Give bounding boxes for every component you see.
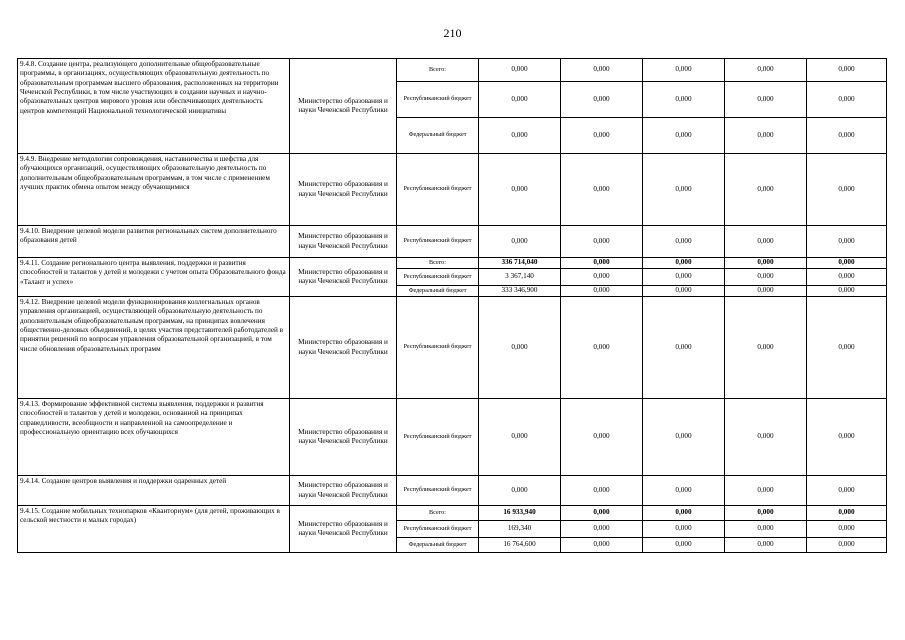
event-name-cell: 9.4.8. Создание центра, реализующего дополнительные общеобразовательные программы, в организациях, осуществляющих образовательную деятельность по образовательным программам высшего образования, расположенных на территории Чеченской Республики, в том числе участвующих в создании научных и научно-образовательных центров мирового уровня или обеспечивающих деятельность центров компетенций Национальной технологической инициативы	[18, 59, 290, 154]
amount-cell: 0,000	[643, 154, 725, 226]
budget-table	[17, 58, 887, 553]
amount-cell: 0,000	[807, 269, 887, 286]
amount-cell: 0,000	[479, 59, 561, 82]
table-row	[18, 297, 887, 399]
amount-cell: 16 933,940	[479, 506, 561, 521]
amount-cell: 16 764,600	[479, 538, 561, 553]
amount-cell: 0,000	[807, 476, 887, 506]
amount-cell: 0,000	[643, 506, 725, 521]
amount-cell: 0,000	[643, 399, 725, 476]
amount-cell: 0,000	[561, 59, 643, 82]
event-name-cell: 9.4.12. Внедрение целевой модели функционирования коллегиальных органов управления организацией, осуществляющей образовательную деятельность по дополнительным общеобразовательным программам, на принципах вовлечения общественно-деловых объединений, в целях участия представителей работодателей в принятии решений по вопросам управления образовательной организацией, в том числе обновления образовательных программ	[18, 297, 290, 399]
amount-cell: 0,000	[807, 521, 887, 538]
amount-cell: 0,000	[725, 269, 807, 286]
executor-cell: Министерство образования и науки Чеченской Республики	[290, 59, 397, 154]
event-name-cell: 9.4.14. Создание центров выявления и поддержки одаренных детей	[18, 476, 290, 506]
amount-cell: 0,000	[561, 506, 643, 521]
amount-cell: 0,000	[479, 154, 561, 226]
amount-cell: 0,000	[561, 286, 643, 297]
amount-cell: 0,000	[643, 297, 725, 399]
amount-cell: 0,000	[479, 82, 561, 118]
funding-source-cell: Республиканский бюджет	[397, 82, 479, 118]
amount-cell: 0,000	[643, 538, 725, 553]
amount-cell: 333 346,900	[479, 286, 561, 297]
amount-cell: 0,000	[807, 82, 887, 118]
amount-cell: 0,000	[643, 521, 725, 538]
amount-cell: 0,000	[643, 82, 725, 118]
amount-cell: 0,000	[725, 538, 807, 553]
funding-source-cell: Федеральный бюджет	[397, 286, 479, 297]
amount-cell: 0,000	[479, 399, 561, 476]
amount-cell: 0,000	[725, 286, 807, 297]
amount-cell: 0,000	[561, 258, 643, 269]
funding-source-cell: Всего:	[397, 59, 479, 82]
table-row	[18, 476, 887, 506]
funding-source-cell: Всего:	[397, 506, 479, 521]
amount-cell: 0,000	[561, 476, 643, 506]
funding-source-cell: Федеральный бюджет	[397, 538, 479, 553]
table-row	[18, 258, 887, 269]
executor-cell: Министерство образования и науки Чеченской Республики	[290, 399, 397, 476]
amount-cell: 0,000	[479, 476, 561, 506]
funding-source-cell: Республиканский бюджет	[397, 269, 479, 286]
event-name-cell: 9.4.11. Создание регионального центра выявления, поддержки и развития способностей и талантов у детей и молодежи с учетом опыта Образовательного фонда «Талант и успех»	[18, 258, 290, 297]
amount-cell: 0,000	[643, 269, 725, 286]
amount-cell: 169,340	[479, 521, 561, 538]
amount-cell: 0,000	[807, 258, 887, 269]
amount-cell: 0,000	[807, 59, 887, 82]
amount-cell: 0,000	[561, 118, 643, 154]
amount-cell: 0,000	[643, 118, 725, 154]
amount-cell: 0,000	[643, 226, 725, 258]
funding-source-cell: Республиканский бюджет	[397, 226, 479, 258]
amount-cell: 0,000	[725, 521, 807, 538]
amount-cell: 3 367,140	[479, 269, 561, 286]
amount-cell: 0,000	[807, 506, 887, 521]
amount-cell: 0,000	[643, 59, 725, 82]
amount-cell: 0,000	[479, 297, 561, 399]
amount-cell: 0,000	[807, 538, 887, 553]
executor-cell: Министерство образования и науки Чеченской Республики	[290, 154, 397, 226]
amount-cell: 0,000	[725, 476, 807, 506]
amount-cell: 0,000	[725, 297, 807, 399]
amount-cell: 0,000	[725, 226, 807, 258]
amount-cell: 0,000	[725, 258, 807, 269]
event-name-cell: 9.4.9. Внедрение методологии сопровождения, наставничества и шефства для обучающихся организаций, осуществляющих образовательную деятельность по дополнительным общеобразовательным программам, в том числе с применением лучших практик обмена опытом между обучающимися	[18, 154, 290, 226]
amount-cell: 0,000	[561, 82, 643, 118]
amount-cell: 0,000	[725, 59, 807, 82]
funding-source-cell: Федеральный бюджет	[397, 118, 479, 154]
event-name-cell: 9.4.13. Формирование эффективной системы выявления, поддержки и развития способностей и талантов у детей и молодежи, основанной на принципах справедливости, всеобщности и направленной на самоопределение и профессиональную ориентацию всех обучающихся	[18, 399, 290, 476]
amount-cell: 0,000	[479, 118, 561, 154]
table-row	[18, 59, 887, 82]
executor-cell: Министерство образования и науки Чеченской Республики	[290, 226, 397, 258]
amount-cell: 0,000	[807, 297, 887, 399]
amount-cell: 0,000	[725, 154, 807, 226]
amount-cell: 0,000	[807, 154, 887, 226]
funding-source-cell: Республиканский бюджет	[397, 399, 479, 476]
amount-cell: 0,000	[561, 521, 643, 538]
amount-cell: 0,000	[725, 506, 807, 521]
amount-cell: 0,000	[725, 118, 807, 154]
amount-cell: 0,000	[561, 297, 643, 399]
event-name-cell: 9.4.10. Внедрение целевой модели развития региональных систем дополнительного образования детей	[18, 226, 290, 258]
amount-cell: 0,000	[561, 399, 643, 476]
amount-cell: 0,000	[807, 118, 887, 154]
executor-cell: Министерство образования и науки Чеченской Республики	[290, 476, 397, 506]
amount-cell: 0,000	[643, 258, 725, 269]
executor-cell: Министерство образования и науки Чеченской Республики	[290, 258, 397, 297]
table-row	[18, 154, 887, 226]
table-row	[18, 399, 887, 476]
amount-cell: 0,000	[561, 154, 643, 226]
page-number: 210	[443, 26, 462, 40]
executor-cell: Министерство образования и науки Чеченской Республики	[290, 506, 397, 553]
funding-source-cell: Республиканский бюджет	[397, 154, 479, 226]
executor-cell: Министерство образования и науки Чеченской Республики	[290, 297, 397, 399]
amount-cell: 0,000	[643, 286, 725, 297]
funding-source-cell: Республиканский бюджет	[397, 476, 479, 506]
amount-cell: 336 714,040	[479, 258, 561, 269]
amount-cell: 0,000	[807, 399, 887, 476]
amount-cell: 0,000	[561, 269, 643, 286]
amount-cell: 0,000	[725, 82, 807, 118]
event-name-cell: 9.4.15. Создание мобильных технопарков «Кванториум» (для детей, проживающих в сельской местности и малых городах)	[18, 506, 290, 553]
table-row	[18, 506, 887, 521]
table-row	[18, 226, 887, 258]
funding-source-cell: Республиканский бюджет	[397, 521, 479, 538]
amount-cell: 0,000	[643, 476, 725, 506]
funding-source-cell: Всего:	[397, 258, 479, 269]
amount-cell: 0,000	[561, 538, 643, 553]
amount-cell: 0,000	[807, 286, 887, 297]
amount-cell: 0,000	[479, 226, 561, 258]
amount-cell: 0,000	[561, 226, 643, 258]
amount-cell: 0,000	[807, 226, 887, 258]
amount-cell: 0,000	[725, 399, 807, 476]
funding-source-cell: Республиканский бюджет	[397, 297, 479, 399]
